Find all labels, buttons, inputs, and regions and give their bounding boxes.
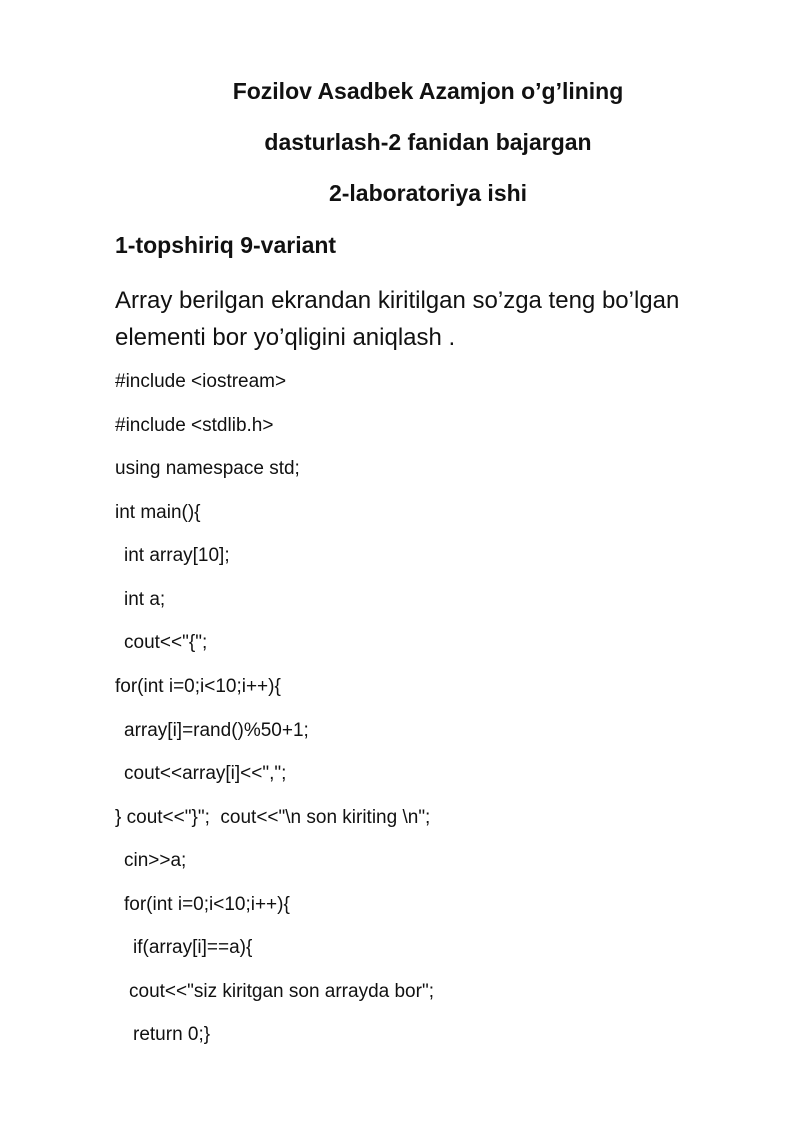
code-line: #include <iostream> <box>115 371 287 392</box>
code-line: int main(){ <box>115 502 201 523</box>
code-line: cout<<"{"; <box>124 632 208 653</box>
code-line: int a; <box>124 589 166 610</box>
code-line: using namespace std; <box>115 458 300 479</box>
code-line: return 0;} <box>133 1024 211 1045</box>
title-line-1: Fozilov Asadbek Azamjon o’g’lining <box>232 78 624 104</box>
code-line: array[i]=rand()%50+1; <box>124 720 309 741</box>
code-line: #include <stdlib.h> <box>115 415 274 436</box>
code-line: } cout<<"}"; cout<<"\n son kiriting \n"; <box>115 807 431 828</box>
task-description: Array berilgan ekrandan kiritilgan so’zga teng bo’lgan elementi bor yo’qligini aniqlash . <box>115 287 680 351</box>
code-line: cout<<"siz kiritgan son arrayda bor"; <box>129 981 434 1002</box>
code-line: cout<<array[i]<<","; <box>124 763 287 784</box>
code-line: int array[10]; <box>124 545 230 566</box>
code-line: if(array[i]==a){ <box>133 937 253 958</box>
code-line: cin>>a; <box>124 850 187 871</box>
code-line: for(int i=0;i<10;i++){ <box>124 894 290 915</box>
title-line-3: 2-laboratoriya ishi <box>328 180 528 206</box>
task-heading: 1-topshiriq 9-variant <box>115 232 337 258</box>
code-line: for(int i=0;i<10;i++){ <box>115 676 281 697</box>
title-line-2: dasturlash-2 fanidan bajargan <box>264 129 592 155</box>
